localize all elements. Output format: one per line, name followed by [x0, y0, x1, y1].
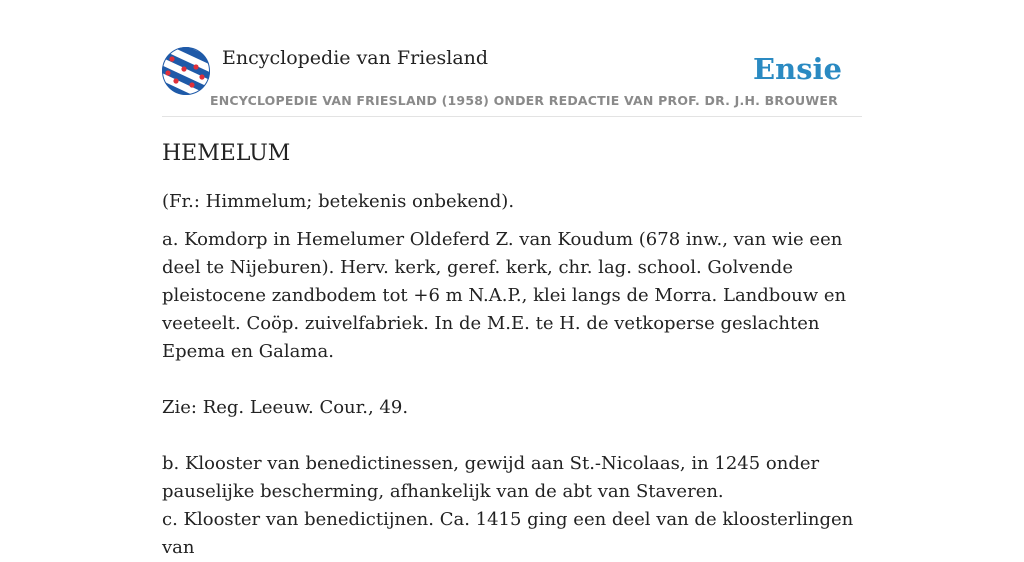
article	[162, 138, 862, 562]
paragraph-a: a. Komdorp in Hemelumer Oldeferd Z. van Koudum (678 inw., van wie een deel te Nijeburen). Herv. kerk, geref. kerk, chr. lag. school. Golvende pleistocene zandbodem tot +6 m N.A.P., klei langs de Morra. Landbouw en veeteelt. Coöp. zuivelfabriek. In de M.E. te H. de vetkoperse geslachten Epema en Galama.	[162, 229, 847, 362]
see-also: Zie: Reg. Leeuw. Cour., 49.	[162, 397, 409, 418]
frisian-flag-logo-icon[interactable]	[162, 47, 210, 95]
site-subtitle: ENCYCLOPEDIE VAN FRIESLAND (1958) ONDER REDACTIE VAN PROF. DR. J.H. BROUWER	[210, 93, 838, 108]
site-header	[162, 46, 862, 117]
site-title[interactable]: Encyclopedie van Friesland	[222, 47, 489, 69]
paragraph-c: c. Klooster van benedictijnen. Ca. 1415 ging een deel van de kloosterlingen van	[162, 509, 854, 558]
article-title: HEMELUM	[162, 141, 291, 166]
brand-logo[interactable]: Ensie	[753, 52, 842, 86]
etymology: (Fr.: Himmelum; betekenis onbekend).	[162, 191, 515, 212]
paragraph-b: b. Klooster van benedictinessen, gewijd aan St.-Nicolaas, in 1245 onder pauselijke bescherming, afhankelijk van de abt van Staveren.	[162, 453, 820, 502]
